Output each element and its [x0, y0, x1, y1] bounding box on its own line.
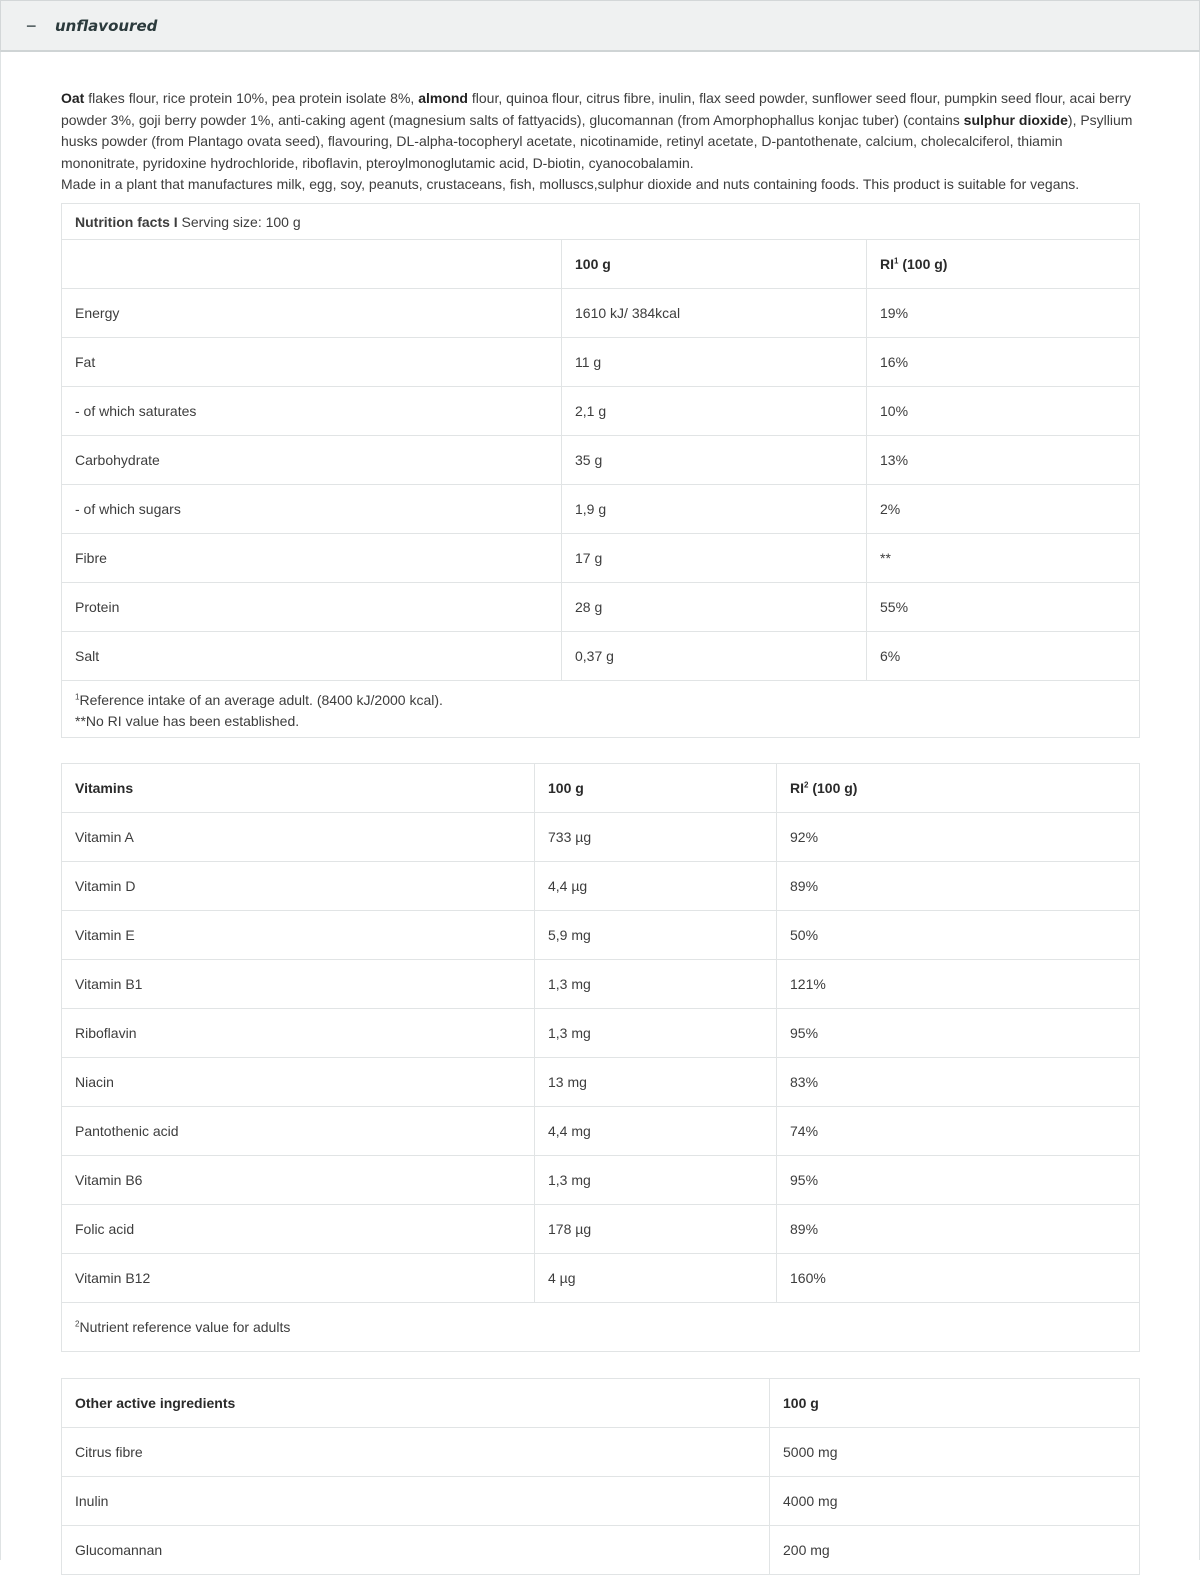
- cell-value: 2,1 g: [562, 387, 867, 436]
- accordion-header-unflavoured[interactable]: [0, 0, 1200, 52]
- vitamins-header-100g: 100 g: [535, 764, 777, 813]
- cell-name: Riboflavin: [62, 1009, 535, 1058]
- cell-value: 4 µg: [535, 1254, 777, 1303]
- cell-value: 178 µg: [535, 1205, 777, 1254]
- other-header: Other active ingredients: [62, 1379, 770, 1428]
- cell-ri: 83%: [777, 1058, 1140, 1107]
- cell-value: 4000 mg: [770, 1477, 1140, 1526]
- table-row: [62, 338, 1140, 387]
- vitamins-footnote-sup: 2: [75, 1319, 80, 1329]
- vitamins-header-ri: [777, 764, 1140, 813]
- cell-name: - of which sugars: [62, 485, 562, 534]
- cell-ri: 89%: [777, 862, 1140, 911]
- cell-ri: 74%: [777, 1107, 1140, 1156]
- cell-value: 1,3 mg: [535, 1009, 777, 1058]
- cell-value: 733 µg: [535, 813, 777, 862]
- nutrition-title-row: [62, 204, 1140, 240]
- header-ri-unit: (100 g): [898, 256, 948, 272]
- table-row: [62, 632, 1140, 681]
- allergen-sulphur-dioxide: sulphur dioxide: [963, 111, 1068, 128]
- nutrition-header-row: [62, 240, 1140, 289]
- cell-ri: 160%: [777, 1254, 1140, 1303]
- cell-name: Carbohydrate: [62, 436, 562, 485]
- cell-ri: 121%: [777, 960, 1140, 1009]
- cell-ri: 55%: [867, 583, 1140, 632]
- table-row: [62, 387, 1140, 436]
- cell-ri: **: [867, 534, 1140, 583]
- collapse-icon[interactable]: −: [26, 15, 37, 36]
- footnote-ri: Reference intake of an average adult. (8400 kJ/2000 kcal).: [79, 691, 443, 708]
- vitamins-header-row: [62, 764, 1140, 813]
- allergen-oat: Oat: [61, 90, 85, 106]
- table-row: [62, 1428, 1140, 1477]
- cell-name: Vitamin A: [62, 813, 535, 862]
- vitamins-header: Vitamins: [62, 764, 535, 813]
- footnote-no-ri: **No RI value has been established.: [75, 713, 300, 729]
- allergen-almond: almond: [418, 90, 468, 106]
- cell-value: 0,37 g: [562, 632, 867, 681]
- allergen-notice: Made in a plant that manufactures milk, egg, soy, peanuts, crustaceans, fish, molluscs,sulphur dioxide and nuts containing foods. This product is suitable for vegans.: [61, 176, 1080, 192]
- ingredients-part: flour, quinoa flour, citrus fibre, inulin, flax seed powder, sunflower seed flour, pumpkin seed flour, acai berry powder 3%, goji berry powder 1%, anti-caking agent (magnesium salts of fattyacids), glucomannan (from Amorphophallus konjac tuber) (contains: [61, 90, 1132, 128]
- cell-name: Protein: [62, 583, 562, 632]
- cell-name: Salt: [62, 632, 562, 681]
- cell-name: Vitamin B12: [62, 1254, 535, 1303]
- nutrition-title: [62, 204, 1140, 240]
- vitamins-footnote-row: [62, 1303, 1140, 1352]
- vitamins-ri-sup: 2: [804, 780, 809, 790]
- table-row: [62, 485, 1140, 534]
- header-empty-cell: [62, 240, 562, 289]
- table-row: [62, 436, 1140, 485]
- other-header-row: [62, 1379, 1140, 1428]
- cell-ri: 13%: [867, 436, 1140, 485]
- footnote-sup: 1: [75, 691, 80, 701]
- cell-value: 5000 mg: [770, 1428, 1140, 1477]
- cell-name: Glucomannan: [62, 1526, 770, 1575]
- header-ri-label: RI: [880, 256, 894, 272]
- table-row: [62, 289, 1140, 338]
- cell-name: Vitamin E: [62, 911, 535, 960]
- cell-ri: 95%: [777, 1009, 1140, 1058]
- cell-name: Vitamin B1: [62, 960, 535, 1009]
- nutrition-footnote-row: [62, 681, 1140, 738]
- cell-value: 17 g: [562, 534, 867, 583]
- ingredients-part: ), Psyllium husks powder (from Plantago ovata seed), flavouring, DL-alpha-tocopheryl acetate, nicotinamide, retinyl acetate, D-pantothenate, calcium, cholecalciferol, thiamin mononitrate, pyridoxine hydrochloride, riboflavin, pteroylmonoglutamic acid, D-biotin, cyanocobalamin.: [61, 111, 1133, 171]
- table-row: [62, 1254, 1140, 1303]
- cell-ri: 10%: [867, 387, 1140, 436]
- ingredients-text: [61, 88, 1141, 196]
- table-row: [62, 1205, 1140, 1254]
- cell-name: Energy: [62, 289, 562, 338]
- cell-value: 13 mg: [535, 1058, 777, 1107]
- table-row: [62, 534, 1140, 583]
- cell-value: 1,3 mg: [535, 960, 777, 1009]
- ingredients-list: [61, 88, 1141, 174]
- cell-name: Vitamin D: [62, 862, 535, 911]
- cell-ri: 16%: [867, 338, 1140, 387]
- cell-ri: 6%: [867, 632, 1140, 681]
- table-row: [62, 1058, 1140, 1107]
- table-row: [62, 862, 1140, 911]
- table-row: [62, 911, 1140, 960]
- cell-value: 200 mg: [770, 1526, 1140, 1575]
- cell-value: 1,9 g: [562, 485, 867, 534]
- cell-ri: 95%: [777, 1156, 1140, 1205]
- table-row: [62, 583, 1140, 632]
- cell-value: 5,9 mg: [535, 911, 777, 960]
- other-ingredients-table: [61, 1378, 1140, 1575]
- cell-name: - of which saturates: [62, 387, 562, 436]
- cell-name: Inulin: [62, 1477, 770, 1526]
- header-100g: 100 g: [562, 240, 867, 289]
- cell-ri: 2%: [867, 485, 1140, 534]
- vitamins-footnote-text: Nutrient reference value for adults: [79, 1319, 291, 1335]
- nutrition-serving-size: Serving size: 100 g: [177, 213, 301, 230]
- nutrition-title-bold: Nutrition facts I: [75, 213, 178, 230]
- cell-ri: 89%: [777, 1205, 1140, 1254]
- table-row: [62, 813, 1140, 862]
- table-row: [62, 1477, 1140, 1526]
- nutrition-footnote: [62, 681, 1140, 738]
- vitamins-ri-unit: (100 g): [808, 780, 858, 796]
- cell-name: Pantothenic acid: [62, 1107, 535, 1156]
- accordion-title[interactable]: unflavoured: [55, 16, 158, 35]
- vitamins-footnote: [62, 1303, 1140, 1352]
- vitamins-table: [61, 763, 1140, 1352]
- table-row: [62, 1009, 1140, 1058]
- nutrition-facts-table: [61, 203, 1140, 738]
- cell-ri: 92%: [777, 813, 1140, 862]
- cell-ri: 50%: [777, 911, 1140, 960]
- cell-name: Fibre: [62, 534, 562, 583]
- cell-name: Niacin: [62, 1058, 535, 1107]
- vitamins-ri-label: RI: [790, 780, 804, 796]
- table-row: [62, 1156, 1140, 1205]
- cell-value: 4,4 mg: [535, 1107, 777, 1156]
- cell-name: Vitamin B6: [62, 1156, 535, 1205]
- header-ri: [867, 240, 1140, 289]
- cell-ri: 19%: [867, 289, 1140, 338]
- cell-name: Folic acid: [62, 1205, 535, 1254]
- cell-value: 28 g: [562, 583, 867, 632]
- table-row: [62, 1107, 1140, 1156]
- cell-value: 1610 kJ/ 384kcal: [562, 289, 867, 338]
- table-row: [62, 1526, 1140, 1575]
- other-header-100g: 100 g: [770, 1379, 1140, 1428]
- cell-value: 35 g: [562, 436, 867, 485]
- ingredients-part: flakes flour, rice protein 10%, pea protein isolate 8%,: [84, 90, 419, 106]
- cell-value: 11 g: [562, 338, 867, 387]
- header-ri-sup: 1: [894, 256, 899, 266]
- cell-name: Fat: [62, 338, 562, 387]
- table-row: [62, 960, 1140, 1009]
- cell-value: 1,3 mg: [535, 1156, 777, 1205]
- cell-value: 4,4 µg: [535, 862, 777, 911]
- cell-name: Citrus fibre: [62, 1428, 770, 1477]
